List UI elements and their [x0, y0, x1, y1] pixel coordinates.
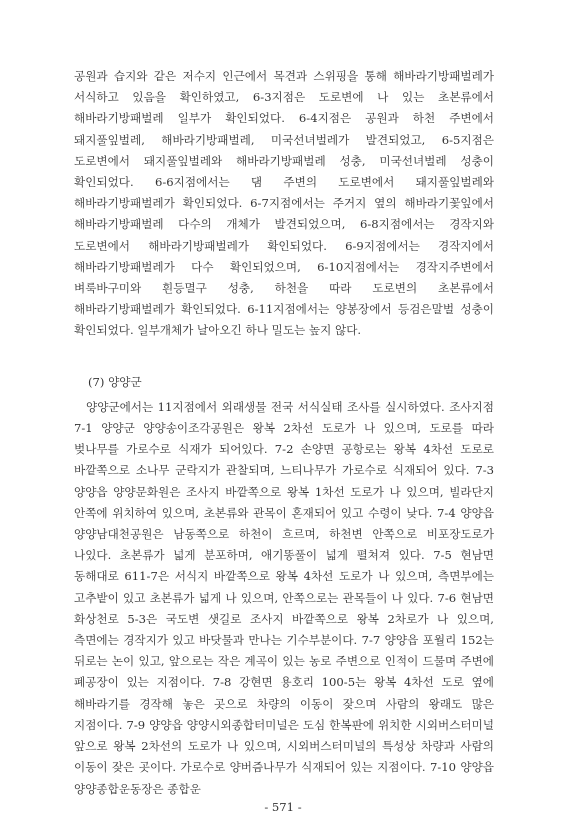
section-paragraph: 양양군에서는 11지점에서 외래생물 전국 서식실태 조사를 실시하였다. 조사지점 7-1 양양군 양양송이조각공원은 왕복 2차선 도로가 나 있으며, 도로를 따라 벚나무를 가로수로 식재가 되어있다. 7-2 손양면 공항로는 왕복 4차선 도로로 바깥쪽으로 소나무 군락지가 관찰되며, 느티나무가 가로수로 식재되어 있다. 7-3 양양읍 양양문화원은 조사지 바깥쪽으로 왕복 1차선 도로가 나 있으며, 빌라단지 안쪽에 위치하여 있으며, 초본류와 관목이 혼재되어 있고 수령이 낮다. 7-4 양양읍 양양남대천공원은 남동쪽으로 하천이 흐르며, 하천변 안쪽으로 비포장도로가 나있다. 초본류가 넓게 분포하며, 애기똥풀이 넓게 펼쳐져 있다. 7-5 현남면 동해대로 611-7은 서식지 바깥쪽으로 왕복 4차선 도로가 나 있으며, 측면부에는 고추밭이 있고 초본류가 넓게 나 있으며, 안쪽으로는 관목들이 나 있다. 7-6 현남면 화상천로 5-3은 국도변 샛길로 조사지 바깥쪽으로 왕복 2차로가 나 있으며, 측면에는 경작지가 있고 바닷물과 만나는 기수부분이다. 7-7 양양읍 포월리 152는 뒤로는 논이 있고, 앞으로는 작은 계곡이 있는 농로 주변으로 인적이 드물며 주변에 폐공장이 있는 지점이다. 7-8 강현면 용호리 100-5는 왕복 4차선 도로 옆에 해바라기를 경작해 놓은 곳으로 차량의 이동이 잦으며 사람의 왕래도 많은 지점이다. 7-9 양양읍 양양시외종합터미널은 도심 한복판에 위치한 시외버스터미널 앞으로 왕복 2차선의 도로가 나 있으며, 시외버스터미널의 특성상 차량과 사람의 이동이 잦은 곳이다. 가로수로 양버즘나무가 식재되어 있는 지점이다. 7-10 양양읍 양양종합운동장은 종합운 — [74, 399, 494, 796]
page-body — [74, 66, 494, 800]
section-heading: (7) 양양군 — [88, 374, 142, 389]
body-paragraph: 공원과 습지와 같은 저수지 인근에서 목견과 스위핑을 통해 해바라기방패벌레가 서식하고 있음을 확인하였고, 6-3지점은 도로변에 나 있는 초본류에서 해바라기방패벌레 일부가 확인되었다. 6-4지점은 공원과 하천 주변에서 돼지풀잎벌레, 해바라기방패벌레, 미국선녀벌레가 발견되었고, 6-5지점은 도로변에서 돼지풀잎벌레와 해바라기방패벌레 성충, 미국선녀벌레 성충이 확인되었다. 6-6지점에서는 댐 주변의 도로변에서 돼지풀잎벌레와 해바라기방패벌레가 확인되었다. 6-7지점에서는 주거지 옆의 해바라기꽃잎에서 해바라기방패벌레 다수의 개체가 발견되었으며, 6-8지점에서는 경작지와 도로변에서 해바라기방패벌레가 확인되었다. 6-9지점에서는 경작지에서 해바라기방패벌레가 다수 확인되었으며, 6-10지점에서는 경작지주변에서 벼룩바구미와 흰등멸구 성충, 하천을 따라 도로변의 초본류에서 해바라기방패벌레가 확인되었다. 6-11지점에서는 양봉장에서 등검은말벌 성충이 확인되었다. 일부개체가 날아오긴 하나 밀도는 높지 않다. — [74, 69, 494, 338]
page-number: - 571 - — [264, 800, 302, 814]
